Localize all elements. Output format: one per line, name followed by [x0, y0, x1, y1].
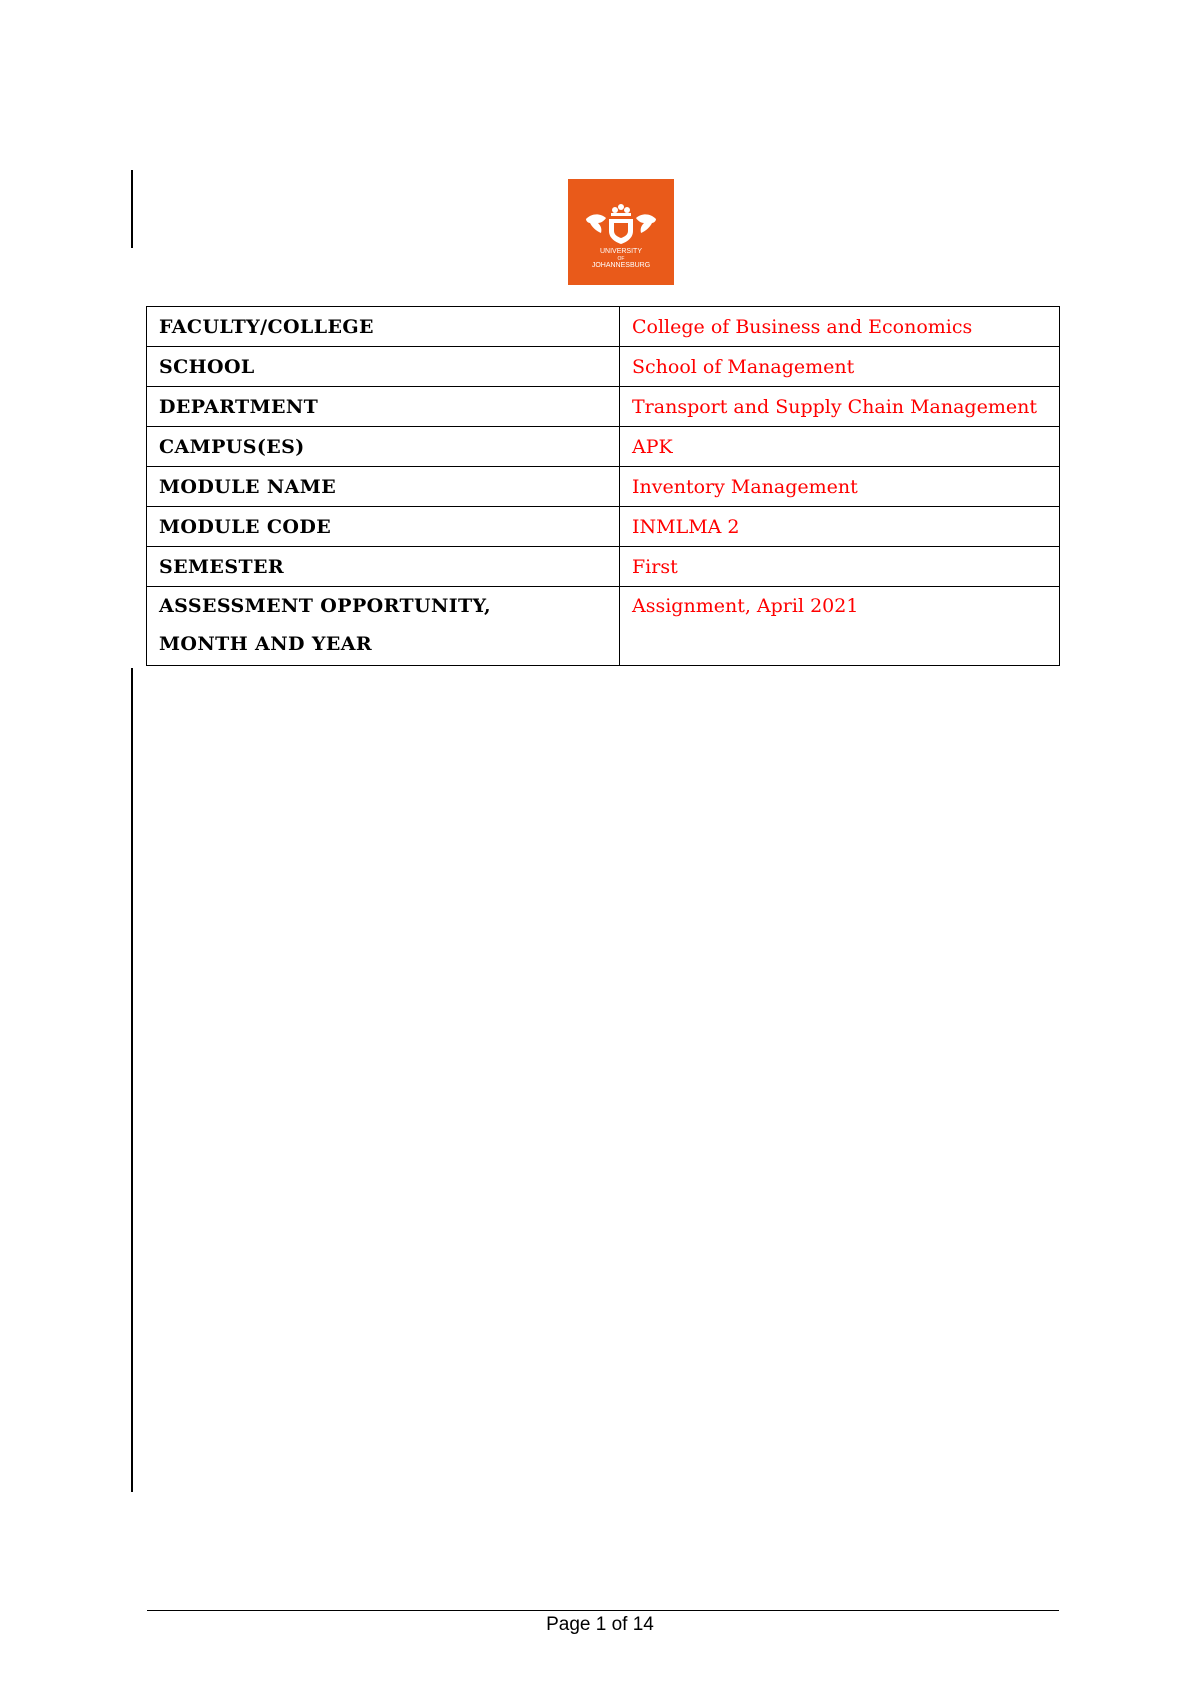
- assessment-label-line-1: ASSESSMENT OPPORTUNITY,: [159, 595, 492, 617]
- change-bar-bottom: [131, 668, 133, 1492]
- table-row: [147, 347, 1060, 387]
- logo-text-line-3: JOHANNESBURG: [591, 262, 651, 269]
- table-row: [147, 307, 1060, 347]
- logo-text-line-2: OF: [617, 256, 625, 262]
- assessment-value: Assignment, April 2021: [620, 587, 1060, 666]
- table-row: [147, 427, 1060, 467]
- school-value: School of Management: [620, 347, 1060, 387]
- assessment-label: [147, 587, 620, 666]
- department-label: DEPARTMENT: [147, 387, 620, 427]
- university-of-johannesburg-crest-icon: [568, 179, 674, 285]
- module-name-label: MODULE NAME: [147, 467, 620, 507]
- semester-label: SEMESTER: [147, 547, 620, 587]
- module-code-label: MODULE CODE: [147, 507, 620, 547]
- module-info-table: [146, 306, 1060, 666]
- module-code-value: INMLMA 2: [620, 507, 1060, 547]
- semester-value: First: [620, 547, 1060, 587]
- faculty-value: College of Business and Economics: [620, 307, 1060, 347]
- table-row: [147, 387, 1060, 427]
- page-number: Page 1 of 14: [546, 1614, 654, 1635]
- campus-label: CAMPUS(ES): [147, 427, 620, 467]
- table-row: [147, 507, 1060, 547]
- module-name-value: Inventory Management: [620, 467, 1060, 507]
- faculty-label: FACULTY/COLLEGE: [147, 307, 620, 347]
- department-value: Transport and Supply Chain Management: [620, 387, 1060, 427]
- university-logo: [568, 179, 674, 285]
- change-bar-top: [131, 170, 133, 248]
- table-row: [147, 587, 1060, 666]
- school-label: SCHOOL: [147, 347, 620, 387]
- assessment-label-line-2: MONTH AND YEAR: [159, 633, 373, 655]
- table-row: [147, 467, 1060, 507]
- logo-text-line-1: UNIVERSITY: [599, 248, 643, 255]
- table-row: [147, 547, 1060, 587]
- campus-value: APK: [620, 427, 1060, 467]
